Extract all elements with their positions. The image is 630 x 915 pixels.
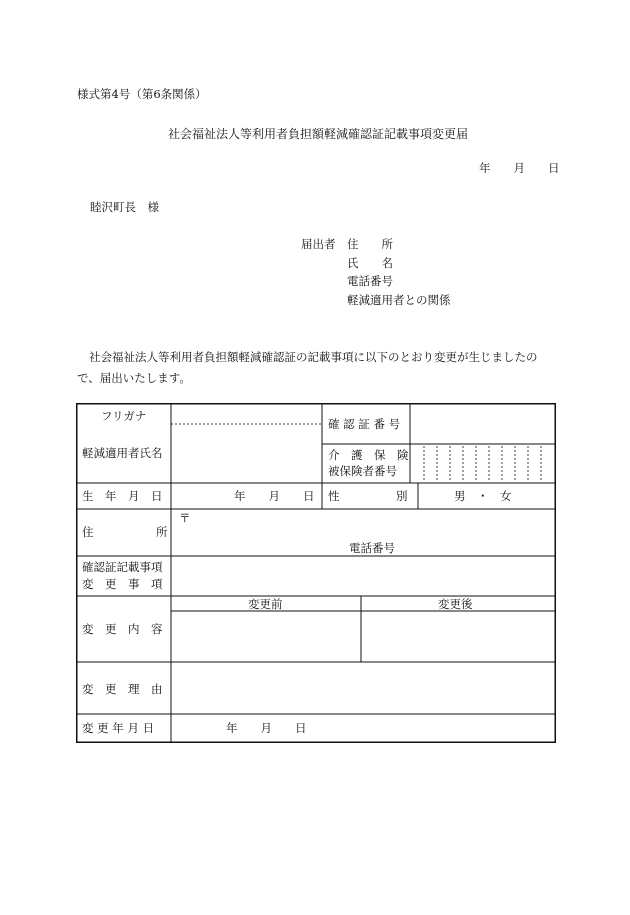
insured-label-2: 被保険者番号 — [328, 464, 397, 478]
change-date-value[interactable]: 年 月 日 — [226, 721, 307, 735]
insured-number-field[interactable] — [411, 445, 554, 482]
postal-mark: 〒 — [179, 511, 191, 525]
address-field[interactable] — [172, 510, 554, 540]
change-item-label-1: 確認証記載事項 — [82, 560, 163, 574]
cert-number-field[interactable] — [411, 404, 554, 443]
birth-value[interactable]: 年 月 日 — [234, 489, 315, 503]
change-item-label-2: 変 更 事 項 — [82, 577, 163, 591]
change-before-field[interactable] — [172, 612, 360, 661]
body-text-line-2: で、届出いたします。 — [77, 371, 191, 385]
sex-options[interactable]: 男 ・ 女 — [454, 489, 512, 503]
notifier-relation-label: 軽減適用者との関係 — [347, 293, 451, 307]
birth-label: 生 年 月 日 — [82, 489, 163, 503]
address-phone-label: 電話番号 — [349, 541, 395, 555]
form-number: 様式第4号（第6条関係） — [77, 87, 207, 101]
notifier-phone-label: 電話番号 — [347, 274, 393, 288]
insured-label-1: 介 護 保 険 — [328, 448, 409, 462]
change-date-label: 変 更 年 月 日 — [82, 721, 155, 735]
after-label: 変更後 — [438, 597, 473, 611]
reason-label: 変 更 理 由 — [82, 682, 163, 696]
furigana-field[interactable] — [172, 404, 321, 423]
cert-number-label: 確 認 証 番 号 — [328, 417, 401, 431]
change-content-label: 変 更 内 容 — [82, 622, 163, 636]
form-title: 社会福祉法人等利用者負担額軽減確認証記載事項変更届 — [168, 127, 469, 141]
address-label-2: 所 — [156, 525, 168, 539]
addressee: 睦沢町長 様 — [90, 200, 159, 214]
submission-date: 年 月 日 — [479, 161, 566, 175]
furigana-label: フリガナ — [101, 409, 147, 423]
body-text-line-1: 社会福祉法人等利用者負担額軽減確認証の記載事項に以下のとおり変更が生じましたの — [89, 350, 538, 364]
applicant-name-label: 軽減適用者氏名 — [82, 446, 163, 460]
notifier-label: 届出者 — [301, 237, 336, 251]
change-after-field[interactable] — [362, 612, 554, 661]
sex-label: 性 — [328, 489, 340, 503]
notifier-name-label: 氏 名 — [347, 256, 393, 270]
change-form-table — [76, 403, 556, 743]
change-item-field[interactable] — [172, 557, 554, 595]
notifier-address-label: 住 所 — [347, 237, 393, 251]
before-label: 変更前 — [248, 597, 283, 611]
sex-label-2: 別 — [396, 489, 408, 503]
reason-field[interactable] — [172, 663, 554, 713]
applicant-name-field[interactable] — [172, 425, 321, 482]
address-label-1: 住 — [82, 525, 94, 539]
